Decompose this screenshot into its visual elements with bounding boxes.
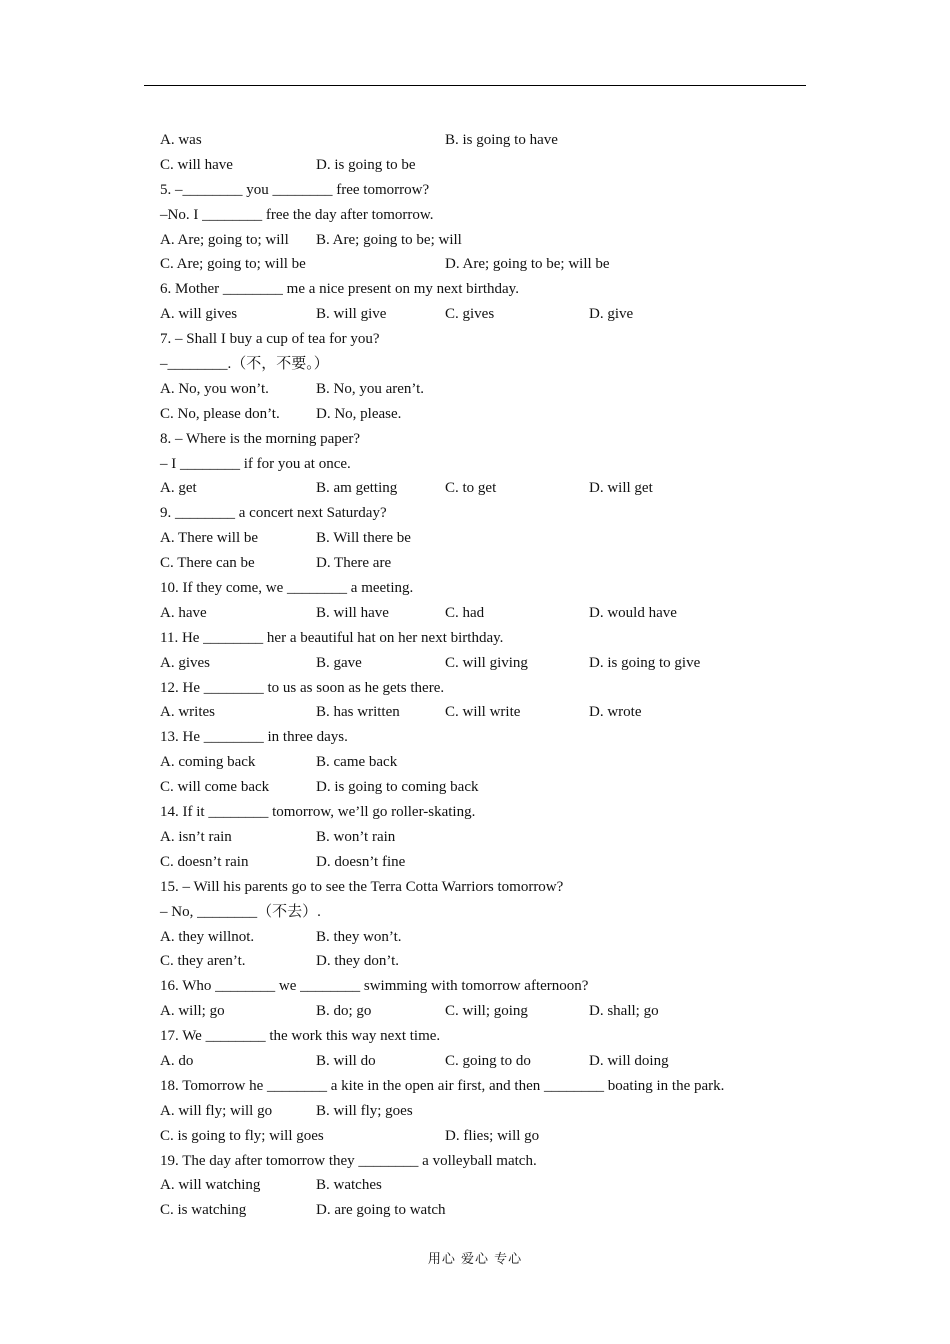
answer-option: B. Are; going to be; will — [316, 231, 462, 248]
question-line: 7. – Shall I buy a cup of tea for you? — [160, 331, 380, 348]
answer-option: C. is going to fly; will goes — [160, 1127, 324, 1144]
question-line: 19. The day after tomorrow they ________ a volleyball match. — [160, 1152, 537, 1169]
answer-option: D. would have — [589, 604, 677, 621]
answer-option: D. is going to coming back — [316, 779, 479, 796]
answer-option: D. doesn’t fine — [316, 853, 406, 870]
answer-option: D. is going to give — [589, 654, 701, 671]
answer-option: B. has written — [316, 704, 400, 721]
answer-option: A. will watching — [160, 1177, 261, 1194]
answer-option: A. Are; going to; will — [160, 231, 289, 248]
options-row — [160, 949, 820, 974]
options-row — [160, 700, 820, 725]
options-row — [160, 551, 820, 576]
answer-option: B. will fly; goes — [316, 1102, 413, 1119]
options-row — [160, 526, 820, 551]
answer-option: D. they don’t. — [316, 953, 400, 970]
answer-option: C. they aren’t. — [160, 953, 246, 970]
answer-option: C. will come back — [160, 779, 270, 796]
options-row — [160, 1173, 820, 1198]
options-row — [160, 850, 820, 875]
answer-option: A. isn’t rain — [160, 828, 232, 845]
question-line: 8. – Where is the morning paper? — [160, 430, 361, 447]
answer-option: A. get — [160, 480, 197, 497]
answer-option: D. give — [589, 306, 634, 323]
answer-option: D. There are — [316, 555, 392, 572]
answer-option: D. is going to be — [316, 156, 416, 173]
question-line: 18. Tomorrow he ________ a kite in the open air first, and then ________ boating in the park. — [160, 1077, 725, 1094]
options-row — [160, 775, 820, 800]
answer-option: D. are going to watch — [316, 1202, 446, 1219]
answer-option: C. will; going — [445, 1003, 528, 1020]
options-row — [160, 128, 820, 153]
question-line: 17. We ________ the work this way next time. — [160, 1028, 441, 1045]
options-row — [160, 302, 820, 327]
answer-option: A. will gives — [160, 306, 238, 323]
options-row — [160, 377, 820, 402]
answer-option: B. No, you aren’t. — [316, 380, 425, 397]
answer-option: C. will write — [445, 704, 521, 721]
question-line: 15. – Will his parents go to see the Terra Cotta Warriors tomorrow? — [160, 878, 564, 895]
answer-option: C. There can be — [160, 555, 255, 572]
answer-option: D. will doing — [589, 1052, 669, 1069]
question-line: 14. If it ________ tomorrow, we’ll go roller-skating. — [160, 804, 476, 821]
question-line: 13. He ________ in three days. — [160, 729, 348, 746]
answer-option: A. they willnot. — [160, 928, 255, 945]
answer-option: D. shall; go — [589, 1003, 659, 1020]
answer-option: A. gives — [160, 654, 210, 671]
answer-option: B. will have — [316, 604, 389, 621]
answer-option: B. they won’t. — [316, 928, 402, 945]
answer-option: D. flies; will go — [445, 1127, 540, 1144]
question-line: 11. He ________ her a beautiful hat on her next birthday. — [160, 629, 504, 646]
answer-option: C. had — [445, 604, 485, 621]
answer-option: C. will have — [160, 156, 233, 173]
answer-option: D. will get — [589, 480, 653, 497]
options-row — [160, 651, 820, 676]
answer-option: C. is watching — [160, 1202, 247, 1219]
question-line: 9. ________ a concert next Saturday? — [160, 505, 387, 522]
options-row — [160, 925, 820, 950]
answer-option: A. coming back — [160, 754, 256, 771]
answer-option: B. Will there be — [316, 530, 411, 547]
answer-option: B. am getting — [316, 480, 398, 497]
options-row — [160, 750, 820, 775]
answer-option: B. will do — [316, 1052, 376, 1069]
answer-option: A. have — [160, 604, 207, 621]
options-row — [160, 825, 820, 850]
answer-option: A. No, you won’t. — [160, 380, 269, 397]
answer-option: B. is going to have — [445, 132, 558, 148]
options-row — [160, 153, 820, 178]
answer-option: D. Are; going to be; will be — [445, 256, 610, 273]
question-line: – I ________ if for you at once. — [160, 455, 351, 472]
answer-option: B. gave — [316, 654, 362, 671]
answer-option: C. Are; going to; will be — [160, 256, 306, 273]
options-row — [160, 228, 820, 253]
options-row — [160, 476, 820, 501]
answer-option: C. doesn’t rain — [160, 853, 249, 870]
answer-option: A. will; go — [160, 1003, 225, 1020]
question-line: –________.（不，不要。） — [160, 356, 329, 373]
exercise-body — [160, 128, 820, 1223]
question-line: – No, ________（不去）. — [160, 903, 321, 920]
answer-option: D. No, please. — [316, 405, 402, 422]
answer-option: C. will giving — [445, 654, 528, 671]
question-line: 5. –________ you ________ free tomorrow? — [160, 181, 430, 198]
header-rule — [144, 85, 806, 86]
options-row — [160, 999, 820, 1024]
options-row — [160, 252, 820, 277]
answer-option: C. to get — [445, 480, 497, 497]
answer-option: A. will fly; will go — [160, 1102, 273, 1119]
question-line: –No. I ________ free the day after tomorrow. — [160, 206, 434, 223]
question-line: 6. Mother ________ me a nice present on my next birthday. — [160, 281, 519, 298]
page-footer: 用心 爱心 专心 — [427, 1252, 523, 1267]
answer-option: A. do — [160, 1052, 194, 1069]
options-row — [160, 1099, 820, 1124]
options-row — [160, 1124, 820, 1149]
answer-option: B. watches — [316, 1177, 382, 1194]
answer-option: B. came back — [316, 754, 398, 771]
answer-option: A. was — [160, 132, 202, 148]
question-line: 10. If they come, we ________ a meeting. — [160, 580, 414, 597]
answer-option: C. going to do — [445, 1052, 531, 1069]
answer-option: C. gives — [445, 306, 495, 323]
options-row — [160, 1198, 820, 1223]
options-row — [160, 402, 820, 427]
answer-option: B. do; go — [316, 1003, 372, 1020]
question-line: 12. He ________ to us as soon as he gets there. — [160, 679, 445, 696]
question-line: 16. Who ________ we ________ swimming with tomorrow afternoon? — [160, 978, 589, 995]
answer-option: C. No, please don’t. — [160, 405, 280, 422]
answer-option: B. won’t rain — [316, 828, 396, 845]
options-row — [160, 601, 820, 626]
answer-option: A. There will be — [160, 530, 259, 547]
answer-option: B. will give — [316, 306, 387, 323]
options-row — [160, 1049, 820, 1074]
answer-option: A. writes — [160, 704, 215, 721]
answer-option: D. wrote — [589, 704, 642, 721]
